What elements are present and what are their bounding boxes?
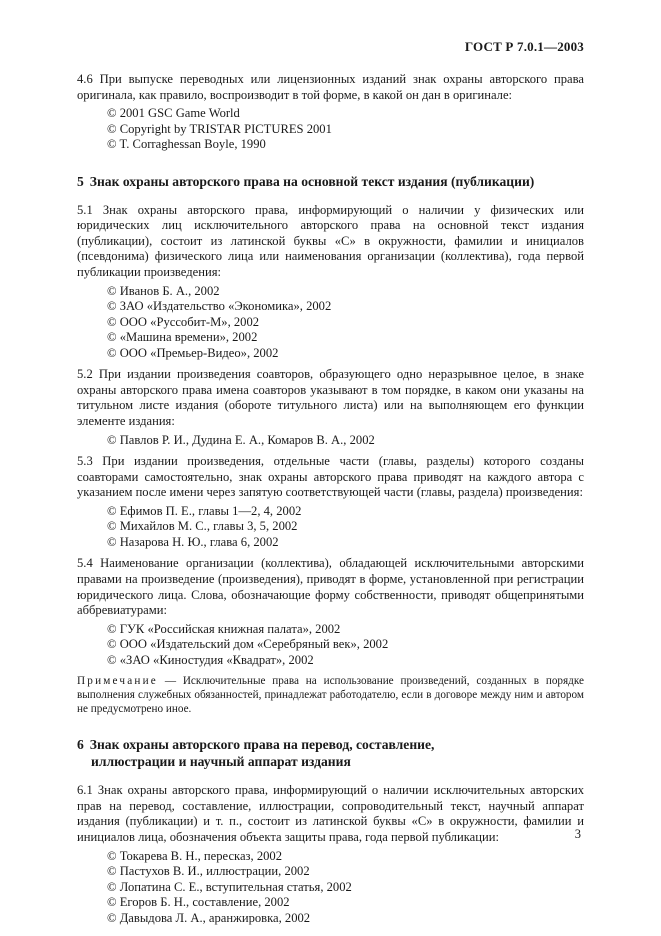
note-label: Примечание (77, 675, 158, 688)
section-6-heading: 6 Знак охраны авторского права на перевод, составление, иллюстрации и научный аппарат издания (77, 737, 435, 770)
list-item: © ООО «Премьер-Видео», 2002 (107, 345, 279, 360)
list-item: © 2001 GSC Game World (107, 106, 240, 121)
list-item: © «Машина времени», 2002 (107, 330, 258, 345)
list-item: © ООО «Издательский дом «Серебряный век», 2002 (107, 637, 389, 652)
page-number: 3 (574, 827, 581, 841)
list-item: © ГУК «Российская книжная палата», 2002 (107, 621, 341, 636)
list-item: © Ефимов П. Е., главы 1—2, 4, 2002 (107, 503, 302, 518)
list-item: © Давыдова Л. А., аранжировка, 2002 (107, 910, 311, 925)
list-item: © Назарова Н. Ю., глава 6, 2002 (107, 534, 279, 549)
list-item: © Михайлов М. С., главы 3, 5, 2002 (107, 519, 298, 534)
note (77, 674, 584, 716)
list-4-6 (107, 106, 584, 153)
document-body (77, 72, 584, 926)
section-5-heading: 5 Знак охраны авторского права на основной текст издания (публикации) (77, 173, 535, 189)
list-5-1 (107, 284, 584, 362)
paragraph-6-1: 6.1 Знак охраны авторского права, информирующий о наличии исключительных авторских прав на перевод, составление, иллюстрации, сопроводительный текст, научный аппарат издания (публикации) и т. п., состоит из латинской буквы «С» в окружности, фамилии и инициалов лица, обозначения объекта защиты права, года первой публикации: (77, 783, 584, 844)
paragraph-4-6: 4.6 При выпуске переводных или лицензионных изданий знак охраны авторского права оригинала, как правило, воспроизводит в той форме, в какой он дан в оригинале: (77, 72, 584, 102)
list-item: © Пастухов В. И., иллюстрации, 2002 (107, 864, 310, 879)
list-item: © Copyright by TRISTAR PICTURES 2001 (107, 121, 332, 136)
list-5-3 (107, 504, 584, 551)
note-text: — Исключительные права на использование произведений, созданных в порядке выполнения служебных обязанностей, принадлежат работодателю, если в договоре между ним и автором не предусмотрено иное. (77, 675, 584, 716)
list-item: © Токарева В. Н., пересказ, 2002 (107, 848, 283, 863)
paragraph-5-3: 5.3 При издании произведения, отдельные части (главы, разделы) которого созданы соавторами самостоятельно, знак охраны авторского права приводят на каждого автора с указанием после имени через запятую соответствующей части (главы, раздела) произведения: (77, 454, 584, 500)
list-item: © «ЗАО «Киностудия «Квадрат», 2002 (107, 652, 314, 667)
list-item: © Егоров Б. Н., составление, 2002 (107, 895, 290, 910)
list-6-1 (107, 849, 584, 927)
paragraph-5-2: 5.2 При издании произведения соавторов, образующего одно неразрывное целое, в знаке охраны авторского права имена соавторов указывают в том порядке, в каком они указаны на титульном листе издания (обороте титульного листа) или на выполняющем его функции элементе издания: (77, 367, 584, 428)
list-item: © Иванов Б. А., 2002 (107, 283, 220, 298)
list-item: © Павлов Р. И., Дудина Е. А., Комаров В. А., 2002 (107, 432, 375, 447)
paragraph-5-1: 5.1 Знак охраны авторского права, информирующий о наличии у физических или юридических лиц исключительного авторского права на основной текст издания (публикации), состоит из латинской буквы «С» в окружности, фамилии и инициалов (псевдонима) физического лица или наименования организации (коллектива), года первой публикации произведения: (77, 202, 584, 280)
list-item: © ЗАО «Издательство «Экономика», 2002 (107, 299, 332, 314)
paragraph-5-4: 5.4 Наименование организации (коллектива), обладающей исключительными авторскими правами на произведение (произведения), приводят в форме, установленной при регистрации юридического лица. Слова, обозначающие форму собственности, приводят общепринятыми аббревиатурами: (77, 556, 584, 618)
list-item: © T. Corraghessan Boyle, 1990 (107, 137, 266, 152)
list-5-4 (107, 622, 584, 669)
list-item: © Лопатина С. Е., вступительная статья, 2002 (107, 879, 352, 894)
list-item: © ООО «Руссобит-М», 2002 (107, 314, 260, 329)
document-header: ГОСТ Р 7.0.1—2003 (464, 39, 584, 54)
list-5-2 (107, 433, 584, 449)
